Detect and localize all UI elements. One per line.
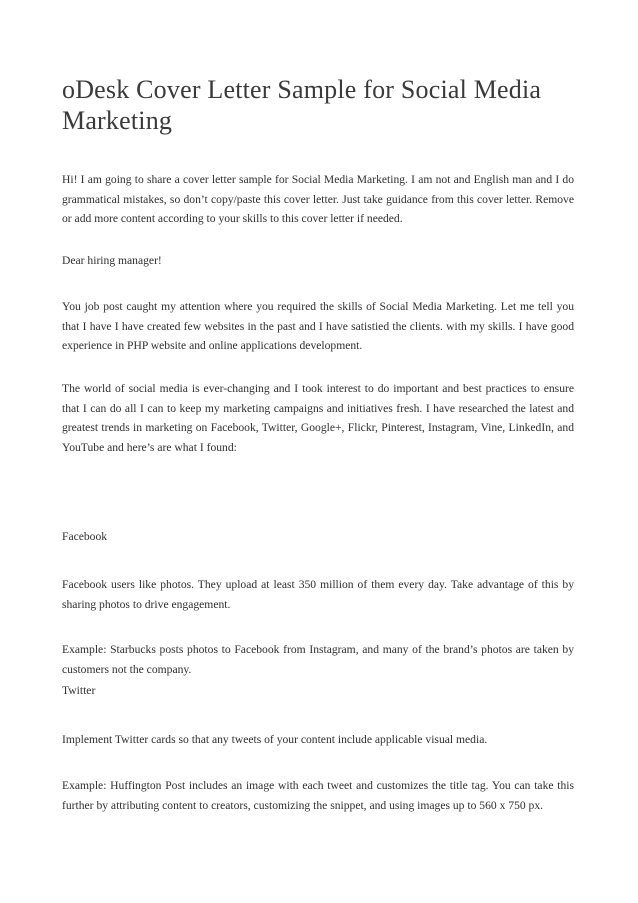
section-heading-facebook: Facebook: [62, 530, 108, 543]
document-title: oDesk Cover Letter Sample for Social Media Marketing: [62, 75, 542, 135]
facebook-tip: Facebook users like photos. They upload at least 350 million of them every day. Take advantage of this by sharing photos to drive engagement.: [62, 578, 574, 611]
twitter-tip: Implement Twitter cards so that any tweets of your content include applicable visual media.: [62, 733, 488, 746]
body-paragraph-1: You job post caught my attention where you required the skills of Social Media Marketing. Let me tell you that I have I have created few websites in the past and I have satistied the clients. with my skills. I have good experience in PHP website and online applications development.: [62, 300, 574, 352]
body-paragraph-2: The world of social media is ever-changing and I took interest to do important and best practices to ensure that I can do all I can to keep my marketing campaigns and initiatives fresh. I have researched the latest and greatest trends in marketing on Facebook, Twitter, Google+, Flickr, Pinterest, Instagram, Vine, LinkedIn, and YouTube and here’s are what I found:: [62, 382, 574, 454]
salutation: Dear hiring manager!: [62, 254, 162, 267]
facebook-example: Example: Starbucks posts photos to Facebook from Instagram, and many of the brand’s photos are taken by customers not the company.: [62, 643, 574, 676]
section-heading-twitter: Twitter: [62, 684, 96, 697]
intro-paragraph: Hi! I am going to share a cover letter sample for Social Media Marketing. I am not and English man and I do grammatical mistakes, so don’t copy/paste this cover letter. Just take guidance from this cover letter. Remove or add more content according to your skills to this cover letter if needed.: [62, 173, 574, 225]
twitter-example: Example: Huffington Post includes an image with each tweet and customizes the title tag. You can take this further by attributing content to creators, customizing the snippet, and using images up to 560 x 750 px.: [62, 779, 574, 812]
